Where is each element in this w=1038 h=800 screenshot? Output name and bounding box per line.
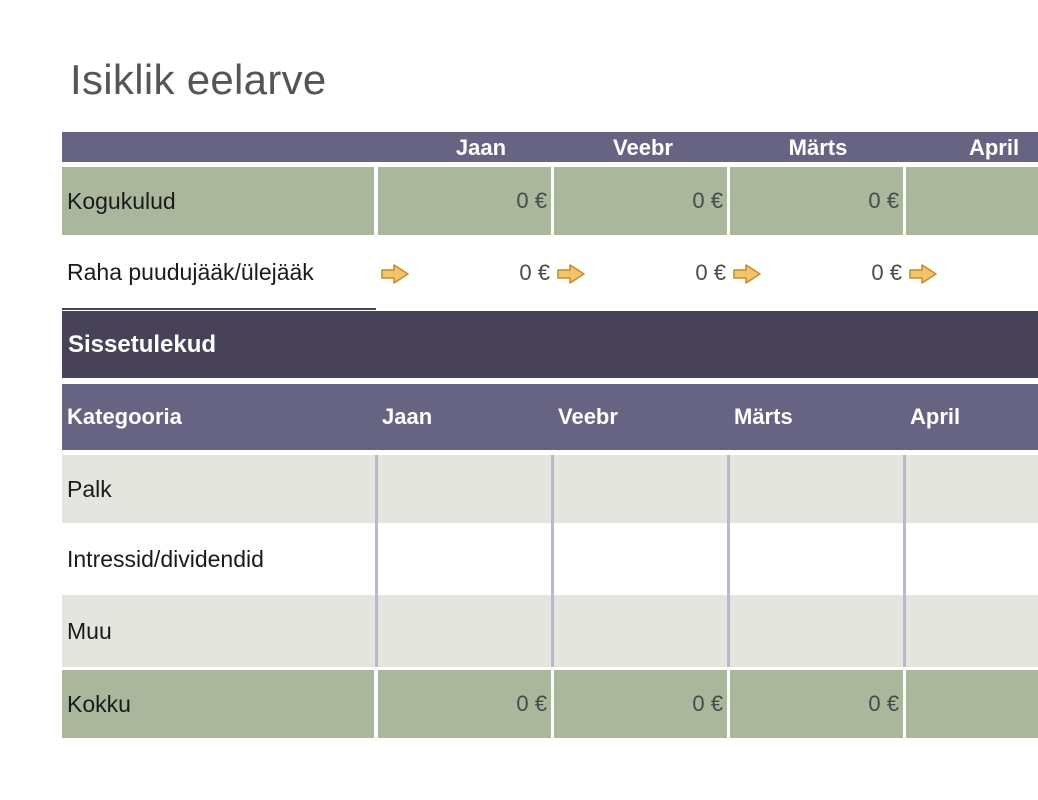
balance-label: Raha puudujääk/ülejääk [62,236,376,310]
income-total-veebr[interactable]: 0 € [554,670,727,738]
summary-month-header [62,132,1038,162]
table-row[interactable] [62,595,1038,667]
page-title: Isiklik eelarve [70,56,327,103]
total-expenses-marts[interactable]: 0 € [730,167,903,235]
right-arrow-icon [378,236,412,312]
balance-cell-jaan[interactable] [378,236,554,310]
balance-cell-veebr[interactable] [554,236,730,310]
income-section-title: Sissetulekud [62,311,1038,378]
balance-cell-marts[interactable] [730,236,906,310]
balance-cell-april[interactable] [906,236,1038,310]
total-expenses-april[interactable] [906,167,1038,235]
right-arrow-icon [906,236,940,312]
column-header-category: Kategooria [67,404,182,429]
summary-month-jaan: Jaan [455,135,507,160]
column-divider [375,455,378,667]
column-divider [551,455,554,667]
row-label-muu: Muu [67,617,112,644]
summary-month-april: April [968,135,1020,160]
balance-jaan: 0 € [519,260,550,285]
column-header-jaan: Jaan [382,404,433,429]
column-divider [727,455,730,667]
row-label-palk: Palk [67,475,112,502]
summary-month-veebr: Veebr [613,135,673,160]
row-label-intressid: Intressid/dividendid [67,545,264,572]
column-header-april: April [910,404,961,429]
right-arrow-icon [554,236,588,312]
total-expenses-veebr[interactable]: 0 € [554,167,727,235]
income-total-label: Kokku [62,670,374,738]
table-row[interactable] [62,455,1038,523]
column-divider [903,455,906,667]
table-row[interactable] [62,523,1038,595]
balance-marts: 0 € [871,260,902,285]
column-header-marts: Märts [734,404,793,429]
balance-veebr: 0 € [695,260,726,285]
summary-month-marts: Märts [788,135,848,160]
total-expenses-jaan[interactable]: 0 € [378,167,551,235]
column-header-veebr: Veebr [558,404,618,429]
total-expenses-label: Kogukulud [62,167,374,235]
income-total-april[interactable] [906,670,1038,738]
income-total-marts[interactable]: 0 € [730,670,903,738]
income-total-jaan[interactable]: 0 € [378,670,551,738]
right-arrow-icon [730,236,764,312]
income-column-header [62,384,1038,450]
